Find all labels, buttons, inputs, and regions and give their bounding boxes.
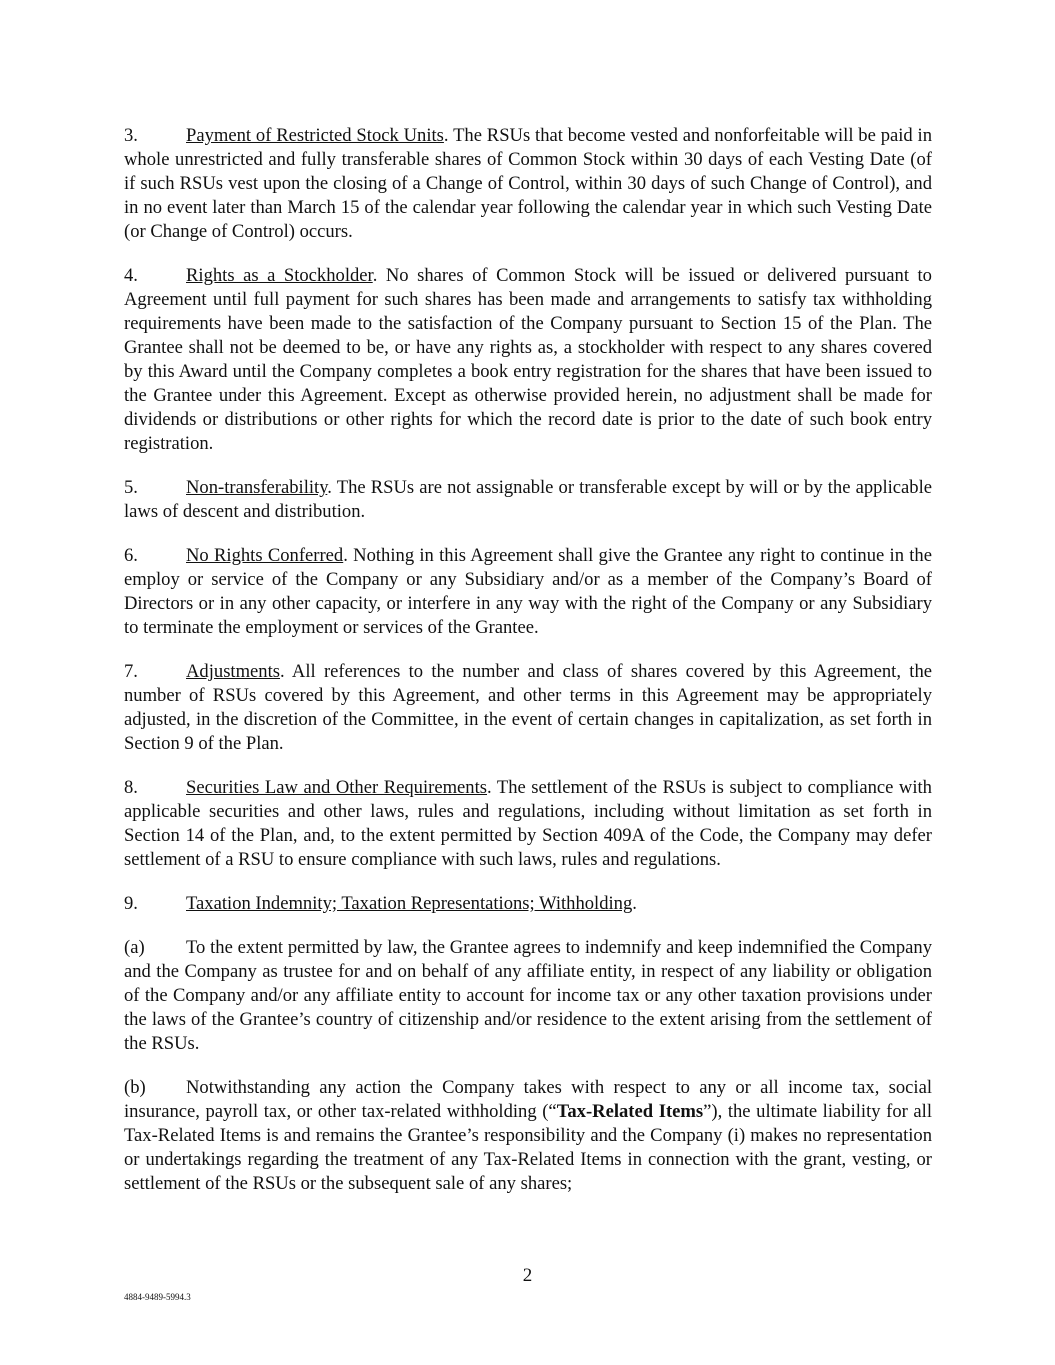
section-heading: Rights as a Stockholder bbox=[186, 265, 373, 286]
section-text: . All references to the number and class of shares covered by this Agreement, the number of RSUs covered by this Agreement, and other terms in this Agreement may be appropriately adjusted, in the discretion of the Committee, in the event of certain changes in capitalization, as set forth in Section 9 of the Plan. bbox=[124, 661, 932, 754]
section-number: 7. bbox=[124, 661, 138, 682]
section-text: . bbox=[632, 893, 637, 914]
section-text: . The RSUs are not assignable or transferable except by will or by the applicable laws of descent and distribution. bbox=[124, 477, 932, 522]
section-3 bbox=[124, 124, 932, 244]
document-body bbox=[124, 124, 932, 1216]
document-id: 4884-9489-5994.3 bbox=[124, 1292, 191, 1302]
section-text: . The settlement of the RSUs is subject to compliance with applicable securities and other laws, rules and regulations, including without limitation as set forth in Section 14 of the Plan, and, to the extent permitted by Section 409A of the Code, the Company may defer settlement of a RSU to ensure compliance with such laws, rules and regulations. bbox=[124, 777, 932, 870]
section-number: 4. bbox=[124, 265, 138, 286]
section-7 bbox=[124, 660, 932, 756]
section-5 bbox=[124, 476, 932, 524]
section-8 bbox=[124, 776, 932, 872]
subsection-b bbox=[124, 1076, 932, 1196]
defined-term: Tax-Related Items bbox=[556, 1101, 704, 1122]
subsection-text-after: ”), the ultimate liability for all Tax-Related Items is and remains the Grantee’s responsibility and the Company (i) makes no representation or undertakings regarding the treatment of any Tax-Related Items in connection with the grant, vesting, or settlement of the RSUs or the subsequent sale of any shares; bbox=[124, 1101, 933, 1194]
section-number: 8. bbox=[124, 777, 138, 798]
section-heading: Securities Law and Other Requirements bbox=[186, 777, 487, 798]
section-number: 3. bbox=[124, 125, 138, 146]
section-heading: Taxation Indemnity; Taxation Representations; Withholding bbox=[186, 893, 633, 914]
section-heading: Adjustments bbox=[186, 661, 281, 682]
page-number: 2 bbox=[522, 1265, 533, 1286]
section-text: . No shares of Common Stock will be issued or delivered pursuant to Agreement until full payment for such shares has been made and arrangements to satisfy tax withholding requirements have been made to the satisfaction of the Company pursuant to Section 15 of the Plan. The Grantee shall not be deemed to be, or have any rights as, a stockholder with respect to any shares covered by this Award until the Company completes a book entry registration for the shares that have been issued to the Grantee under this Agreement. Except as otherwise provided herein, no adjustment shall be made for dividends or distributions or other rights for which the record date is prior to the date of such book entry registration. bbox=[124, 265, 932, 454]
subsection-text: To the extent permitted by law, the Grantee agrees to indemnify and keep indemnified the Company and the Company as trustee for and on behalf of any affiliate entity, in respect of any liability or obligation of the Company and/or any affiliate entity to account for income tax or any other taxation provisions under the laws of the Grantee’s country of citizenship and/or residence to the extent arising from the settlement of the RSUs. bbox=[124, 937, 932, 1054]
subsection-text-before: Notwithstanding any action the Company takes with respect to any or all income tax, social insurance, payroll tax, or other tax-related withholding (“ bbox=[124, 1077, 932, 1122]
section-text: . Nothing in this Agreement shall give the Grantee any right to continue in the employ or service of the Company or any Subsidiary and/or as a member of the Company’s Board of Directors or in any other capacity, or interfere in any way with the right of the Company or any Subsidiary to terminate the employment or services of the Grantee. bbox=[124, 545, 932, 638]
section-9 bbox=[124, 892, 932, 916]
section-heading: No Rights Conferred bbox=[186, 545, 344, 566]
section-heading: Non-transferability bbox=[186, 477, 328, 498]
section-4 bbox=[124, 264, 932, 456]
section-number: 6. bbox=[124, 545, 138, 566]
section-number: 9. bbox=[124, 893, 138, 914]
section-text: . The RSUs that become vested and nonforfeitable will be paid in whole unrestricted and fully transferable shares of Common Stock within 30 days of each Vesting Date (of if such RSUs vest upon the closing of a Change of Control, within 30 days of such Change of Control), and in no event later than March 15 of the calendar year following the calendar year in which such Vesting Date (or Change of Control) occurs. bbox=[124, 125, 932, 242]
subsection-label: (a) bbox=[124, 937, 145, 958]
section-6 bbox=[124, 544, 932, 640]
section-heading: Payment of Restricted Stock Units bbox=[186, 125, 444, 146]
subsection-a bbox=[124, 936, 932, 1056]
section-number: 5. bbox=[124, 477, 138, 498]
subsection-label: (b) bbox=[124, 1077, 146, 1098]
